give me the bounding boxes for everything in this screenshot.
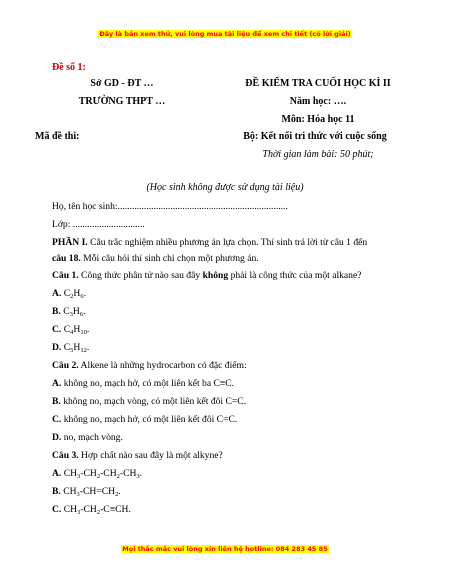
question-text: phải là công thức của một alkane? (228, 270, 362, 281)
formula-end: . (118, 486, 121, 497)
question-1 (52, 270, 362, 282)
formula-subscript: 12 (80, 347, 87, 354)
q1-option-c[interactable] (52, 324, 89, 336)
part1-text: Câu trắc nghiệm nhiều phương án lựa chọn. Thí sinh trả lời từ câu 1 đến (87, 237, 368, 248)
option-letter: B. (52, 306, 61, 317)
school-year: Năm học: …. (289, 96, 347, 107)
formula-subscript: 3 (69, 311, 73, 318)
formula-part: C (63, 306, 70, 317)
option-letter: B. (52, 396, 61, 407)
q2-option-d[interactable] (52, 432, 123, 444)
school-name: TRƯỜNG THPT … (78, 96, 166, 107)
formula-end: . (86, 324, 90, 335)
formula-subscript: 2 (96, 473, 101, 480)
preview-banner (0, 30, 450, 38)
student-name-field: Họ, tên học sinh:....................................................................... (52, 201, 288, 212)
option-text: không no, mạch vòng, có một liên kết đôi C=C. (60, 396, 247, 407)
option-letter: D. (52, 432, 62, 443)
formula-part: C (63, 324, 71, 335)
option-letter: D. (52, 342, 62, 353)
formula-subscript: 3 (76, 491, 80, 498)
formula-part: -CH (80, 504, 97, 515)
hotline-banner (0, 545, 450, 553)
formula-subscript: 3 (77, 473, 81, 480)
hotline-banner-text: Mọi thắc mắc vui lòng xin liên hệ hotline: 084 283 45 85 (122, 545, 328, 553)
exam-code-label: Mã đề thi: (35, 131, 80, 142)
formula-part: H (73, 324, 81, 335)
q3-option-b[interactable] (52, 486, 121, 498)
formula-part: H (73, 342, 81, 353)
question-label: Câu 2. (52, 360, 79, 371)
option-text: không no, mạch hở, có một liên kết ba C≡C. (61, 378, 235, 389)
option-letter: B. (52, 486, 61, 497)
formula-end: . (83, 288, 86, 299)
part1-label2: câu 18. (52, 253, 81, 264)
formula-subscript: 10 (80, 329, 87, 336)
duration: Thời gian làm bài: 50 phút; (262, 149, 374, 160)
formula-subscript: 2 (96, 509, 101, 516)
q1-option-d[interactable] (52, 342, 89, 354)
question-text: Công thức phân tử nào sau đây (78, 270, 203, 281)
question-label: Câu 1. (52, 270, 79, 281)
formula-part: -C≡CH (100, 504, 129, 515)
formula-part: CH (60, 486, 77, 497)
q2-option-a[interactable] (52, 378, 234, 390)
option-letter: C. (52, 504, 62, 515)
preview-banner-text: Đây là bản xem thử, vui lòng mua tài liệu để xem chi tiết (có lời giải) (99, 30, 351, 38)
formula-part: H (72, 306, 80, 317)
formula-part: -CH (119, 468, 137, 479)
option-letter: A. (52, 468, 62, 479)
q1-option-b[interactable] (52, 306, 85, 318)
formula-end: . (139, 468, 143, 479)
q2-option-b[interactable] (52, 396, 246, 408)
department: Sở GD - ĐT … (90, 78, 154, 89)
question-text: Alkene là những hydrocarbon có đặc điểm: (78, 360, 247, 371)
subject: Môn: Hóa học 11 (281, 114, 355, 125)
formula-part: CH (61, 468, 78, 479)
question-emphasis: không (202, 270, 229, 281)
formula-subscript: 3 (77, 509, 81, 516)
formula-end: . (86, 342, 90, 353)
formula-part: H (73, 288, 81, 299)
formula-subscript: 6 (80, 293, 84, 300)
book-series: Bộ: Kết nối tri thức với cuộc sống (243, 131, 387, 142)
question-2 (52, 360, 247, 372)
formula-part: -CH (100, 468, 117, 479)
formula-part: -CH=CH (79, 486, 116, 497)
question-3 (52, 450, 223, 462)
q3-option-a[interactable] (52, 468, 142, 480)
formula-part: C (63, 288, 71, 299)
exam-number: Đề số 1: (52, 62, 86, 73)
formula-part: -CH (80, 468, 97, 479)
question-label: Câu 3. (52, 450, 79, 461)
option-letter: C. (52, 414, 62, 425)
part1-intro (52, 237, 367, 249)
q3-option-c[interactable] (52, 504, 131, 516)
part1-text2: Mỗi câu hỏi thí sinh chỉ chọn một phương án. (80, 253, 259, 264)
formula-end: . (83, 306, 86, 317)
formula-end: . (128, 504, 131, 515)
part1-label: PHẦN I. (52, 237, 88, 248)
question-text: Hợp chất nào sau đây là một alkyne? (78, 450, 223, 461)
exam-title: ĐỀ KIỂM TRA CUỐI HỌC KÌ II (245, 78, 391, 89)
formula-subscript: 3 (136, 473, 140, 480)
option-letter: A. (52, 288, 62, 299)
q1-option-a[interactable] (52, 288, 86, 300)
formula-subscript: 2 (115, 491, 119, 498)
formula-subscript: 4 (70, 329, 74, 336)
option-letter: A. (52, 378, 62, 389)
option-letter: C. (52, 324, 62, 335)
q2-option-c[interactable] (52, 414, 237, 426)
formula-subscript: 5 (70, 347, 74, 354)
option-text: no, mạch vòng. (61, 432, 123, 443)
formula-subscript: 2 (116, 473, 120, 480)
no-materials-note: (Học sinh không được sử dụng tài liệu) (146, 182, 304, 193)
part1-intro-line2 (52, 253, 259, 265)
formula-part: C (63, 342, 71, 353)
class-field: Lớp: .............................. (52, 219, 145, 230)
option-text: không no, mạch hở, có một liên kết đôi C=C. (61, 414, 238, 425)
formula-part: CH (61, 504, 78, 515)
formula-subscript: 2 (70, 293, 74, 300)
formula-subscript: 6 (79, 311, 84, 318)
